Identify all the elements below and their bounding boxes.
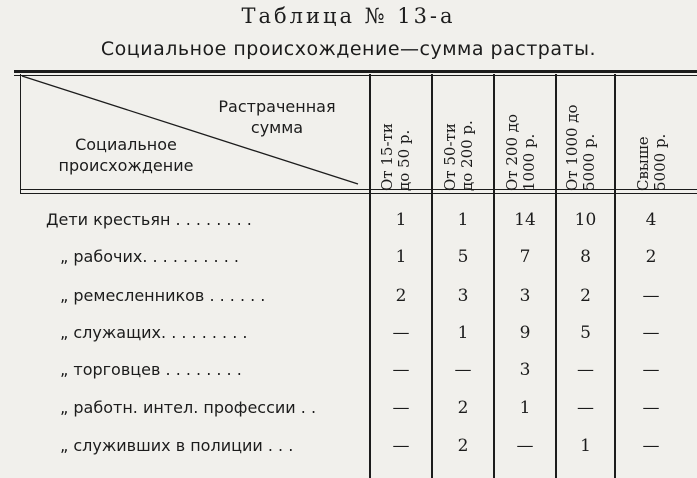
row-label-workers: „ рабочих. . . . . . . . . . xyxy=(60,247,239,266)
table-subtitle: Социальное происхождение—сумма растраты. xyxy=(100,38,597,60)
cell: — xyxy=(516,436,534,456)
row-label-artisans: „ ремесленников . . . . . . xyxy=(60,286,266,305)
col-header-1000-5000-line-2: 5000 р. xyxy=(580,133,598,191)
cell: 2 xyxy=(645,247,657,267)
cell: 3 xyxy=(519,286,531,306)
row-label-traders: „ торговцев . . . . . . . . xyxy=(60,360,242,379)
col-header-15-50-line-1: От 15-ти xyxy=(378,123,396,191)
cell: 2 xyxy=(395,286,407,306)
amount-header-line-2: сумма xyxy=(250,118,304,137)
row-label-employees: „ служащих. . . . . . . . . xyxy=(60,323,248,342)
cell: 7 xyxy=(519,247,531,267)
cell: — xyxy=(642,360,660,380)
cell: — xyxy=(642,323,660,343)
col-header-15-50-line-2: до 50 р. xyxy=(395,129,413,191)
cell: — xyxy=(642,398,660,418)
cell: 3 xyxy=(519,360,531,380)
col-header-over-5000-line-2: 5000 р. xyxy=(651,133,669,191)
cell: 4 xyxy=(645,210,657,230)
header-rule-2 xyxy=(20,193,697,194)
cell: — xyxy=(392,436,410,456)
amount-header-label xyxy=(212,96,342,138)
cell: 2 xyxy=(457,436,469,456)
col-header-1000-5000 xyxy=(564,73,604,191)
amount-header-line-1: Растраченная xyxy=(218,97,336,116)
cell: 1 xyxy=(457,323,469,343)
cell: 8 xyxy=(580,247,591,267)
cell: 9 xyxy=(519,323,531,343)
origin-header-label xyxy=(36,134,216,176)
cell: 2 xyxy=(457,398,469,418)
cell: — xyxy=(577,360,594,380)
cell: 2 xyxy=(580,286,591,306)
origin-header-line-2: происхождение xyxy=(58,156,194,175)
col-header-200-1000-line-2: 1000 р. xyxy=(520,133,538,191)
cell: 1 xyxy=(457,210,469,230)
cell: 1 xyxy=(519,398,531,418)
col-header-15-50 xyxy=(379,73,419,191)
row-label-police-servants: „ служивших в полиции . . . xyxy=(60,436,294,455)
cell: — xyxy=(577,398,594,418)
cell: 3 xyxy=(457,286,469,306)
cell: 5 xyxy=(457,247,469,267)
cell: — xyxy=(642,436,660,456)
row-label-peasants: Дети крестьян . . . . . . . . xyxy=(46,210,252,229)
cell: 1 xyxy=(395,210,407,230)
cell: — xyxy=(454,360,472,380)
cell: 5 xyxy=(580,323,591,343)
cell: 1 xyxy=(580,436,591,456)
col-header-over-5000 xyxy=(635,73,675,191)
origin-header-line-1: Социальное xyxy=(75,135,177,154)
cell: — xyxy=(392,323,410,343)
cell: — xyxy=(392,398,410,418)
col-header-50-200 xyxy=(442,73,482,191)
cell: 1 xyxy=(395,247,407,267)
cell: 10 xyxy=(574,210,597,230)
table-title: Таблица № 13-а xyxy=(241,4,456,28)
cell: — xyxy=(392,360,410,380)
col-header-50-200-line-1: От 50-ти xyxy=(441,123,459,191)
col-header-1000-5000-line-1: От 1000 до xyxy=(563,104,581,191)
col-header-200-1000 xyxy=(504,73,544,191)
col-header-50-200-line-2: до 200 р. xyxy=(458,120,476,191)
row-label-intellectual-professions: „ работн. интел. профессии . . xyxy=(60,398,317,417)
cell: 14 xyxy=(514,210,536,230)
cell: — xyxy=(642,286,660,306)
col-header-over-5000-line-1: Свыше xyxy=(634,136,652,191)
col-header-200-1000-line-1: От 200 до xyxy=(503,113,521,191)
